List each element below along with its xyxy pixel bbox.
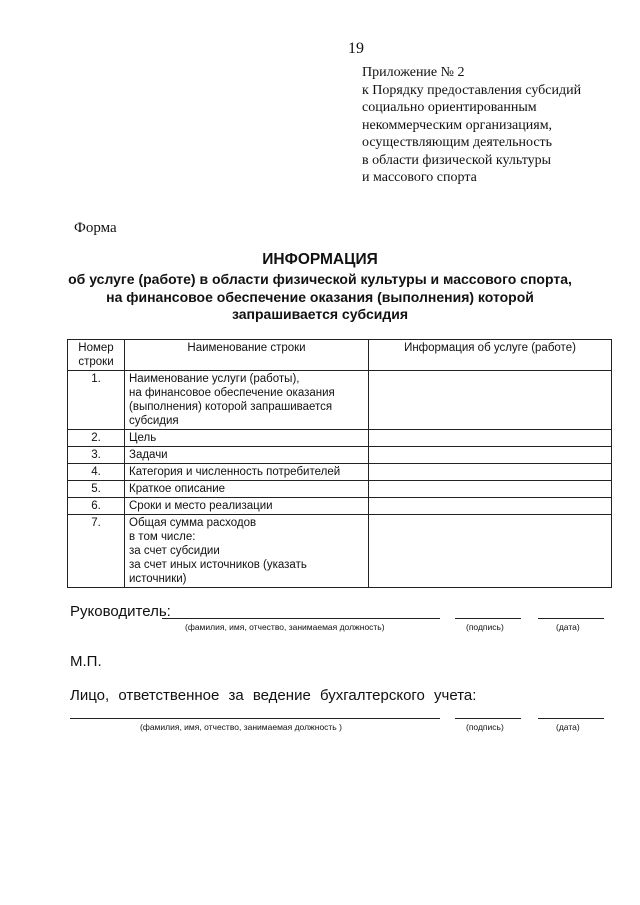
- header-row-number: [68, 340, 125, 371]
- accountant-label: Лицо, ответственное за ведение бухгалтерского учета:: [70, 687, 477, 704]
- row-name-line: Общая сумма расходов: [129, 517, 257, 529]
- table-row: [68, 498, 612, 515]
- row-name-line: за счет иных источников (указать: [129, 559, 307, 571]
- row-name-cell: [125, 498, 369, 515]
- form-label: Форма: [74, 220, 117, 236]
- service-info-table: [67, 339, 612, 588]
- head-signature-caption: (подпись): [466, 622, 504, 632]
- stamp-place: М.П.: [70, 653, 102, 670]
- row-info-cell[interactable]: [369, 481, 612, 498]
- table-row: [68, 515, 612, 588]
- row-info-cell[interactable]: [369, 498, 612, 515]
- head-date-line[interactable]: [538, 618, 604, 619]
- page-number: 19: [348, 40, 364, 57]
- row-number-cell: 7.: [68, 515, 125, 588]
- header-row-number-line: строки: [78, 356, 114, 368]
- row-number-cell: 6.: [68, 498, 125, 515]
- header-service-info: Информация об услуге (работе): [369, 340, 612, 371]
- accountant-signature-caption: (подпись): [466, 722, 504, 732]
- head-name-line[interactable]: [162, 618, 440, 619]
- row-number-cell: 3.: [68, 447, 125, 464]
- head-name-caption: (фамилия, имя, отчество, занимаемая должность): [185, 622, 385, 632]
- table-row: [68, 481, 612, 498]
- row-info-cell[interactable]: [369, 515, 612, 588]
- head-label: Руководитель:: [70, 603, 171, 620]
- row-name-cell: [125, 515, 369, 588]
- row-name-cell: [125, 464, 369, 481]
- header-row-name: Наименование строки: [125, 340, 369, 371]
- appendix-line: в области физической культуры: [362, 152, 552, 168]
- appendix-line: некоммерческим организациям,: [362, 117, 553, 133]
- row-name-line: (выполнения) которой запрашивается: [129, 401, 333, 413]
- table-header-row: [68, 340, 612, 371]
- appendix-line: к Порядку предоставления субсидий: [362, 82, 582, 98]
- row-name-line: субсидия: [129, 415, 179, 427]
- row-name-cell: [125, 481, 369, 498]
- row-info-cell[interactable]: [369, 464, 612, 481]
- row-name-line: источники): [129, 573, 187, 585]
- subtitle-line: об услуге (работе) в области физической культуры и массового спорта,: [68, 271, 572, 287]
- row-number-cell: 1.: [68, 371, 125, 430]
- row-name-line: в том числе:: [129, 531, 196, 543]
- row-number-cell: 5.: [68, 481, 125, 498]
- document-title: ИНФОРМАЦИЯ: [262, 251, 378, 268]
- row-name-line: Сроки и место реализации: [129, 500, 273, 512]
- accountant-date-line[interactable]: [538, 718, 604, 719]
- row-number-cell: 4.: [68, 464, 125, 481]
- accountant-date-caption: (дата): [556, 722, 580, 732]
- row-info-cell[interactable]: [369, 447, 612, 464]
- appendix-line: осуществляющим деятельность: [362, 135, 553, 150]
- row-name-cell: [125, 430, 369, 447]
- document-subtitle: [0, 271, 640, 324]
- table-row: [68, 430, 612, 447]
- table-row: [68, 447, 612, 464]
- row-name-line: Краткое описание: [129, 483, 226, 495]
- row-name-cell: [125, 447, 369, 464]
- table-row: [68, 371, 612, 430]
- header-row-number-line: Номер: [78, 342, 114, 354]
- row-name-line: Задачи: [129, 449, 168, 461]
- row-name-line: Наименование услуги (работы),: [129, 373, 300, 385]
- appendix-line: социально ориентированным: [362, 100, 537, 115]
- row-name-line: за счет субсидии: [129, 545, 220, 557]
- row-info-cell[interactable]: [369, 430, 612, 447]
- accountant-signature-line[interactable]: [455, 718, 521, 719]
- table-row: [68, 464, 612, 481]
- row-number-cell: 2.: [68, 430, 125, 447]
- head-signature-line[interactable]: [455, 618, 521, 619]
- row-info-cell[interactable]: [369, 371, 612, 430]
- row-name-line: Цель: [129, 432, 157, 444]
- row-name-line: на финансовое обеспечение оказания: [129, 387, 335, 399]
- accountant-name-caption: (фамилия, имя, отчество, занимаемая должность ): [140, 722, 342, 732]
- accountant-name-line[interactable]: [70, 718, 440, 719]
- head-date-caption: (дата): [556, 622, 580, 632]
- row-name-cell: [125, 371, 369, 430]
- subtitle-line: на финансовое обеспечение оказания (выполнения) которой: [106, 288, 534, 305]
- appendix-line: Приложение № 2: [362, 65, 465, 80]
- row-name-line: Категория и численность потребителей: [129, 466, 341, 478]
- subtitle-line: запрашивается субсидия: [231, 306, 409, 322]
- appendix-header: [362, 64, 632, 187]
- appendix-line: и массового спорта: [362, 170, 477, 185]
